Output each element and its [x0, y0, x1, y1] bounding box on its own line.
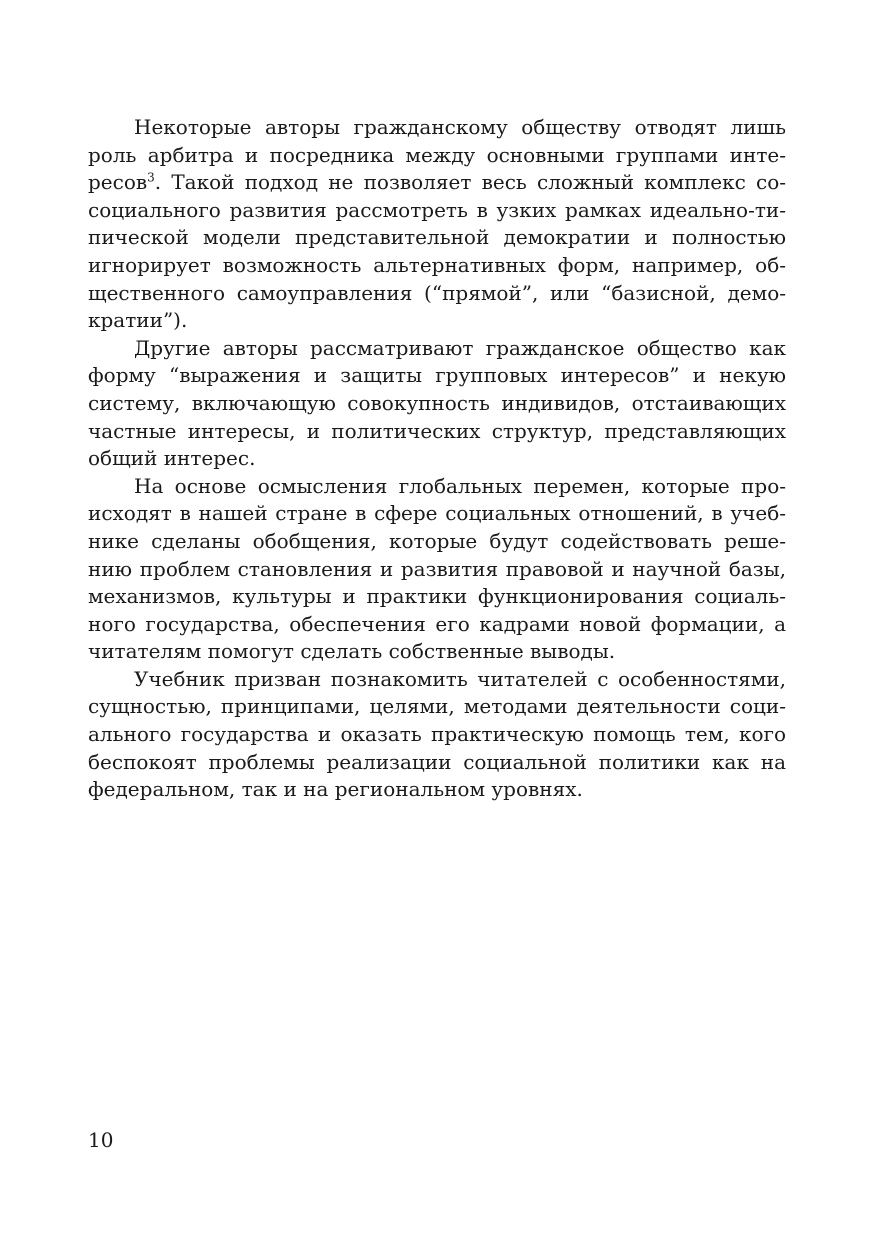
text-line: беспокоят проблемы реализации социальной политики как на	[88, 749, 786, 774]
paragraph-textbook-purpose	[88, 666, 786, 804]
text-line: исходят в нашей стране в сфере социальных отношений, в учеб-	[88, 501, 786, 526]
text-line: общий интерес.	[88, 446, 256, 471]
page-number: 10	[88, 1128, 114, 1152]
paragraph-global-changes	[88, 473, 786, 666]
text-line: нию проблем становления и развития правовой и научной базы,	[88, 556, 786, 581]
paragraph-group-interests	[88, 335, 786, 473]
text-line: социального развития рассмотреть в узких рамках идеально-ти-	[88, 197, 786, 222]
text-fragment: ресов	[88, 170, 148, 195]
text-line: механизмов, культуры и практики функционирования социаль-	[88, 584, 786, 609]
text-line: частные интересы, и политических структур, представляющих	[88, 418, 786, 443]
text-line: Другие авторы рассматривают гражданское общество как	[134, 335, 786, 360]
text-line: кратии”).	[88, 308, 188, 333]
text-line: читателям помогут сделать собственные выводы.	[88, 639, 616, 664]
text-line: сущностью, принципами, целями, методами деятельности соци-	[88, 694, 786, 719]
text-fragment: . Такой подход не позволяет весь сложный комплекс со-	[154, 170, 786, 195]
text-line: Учебник призван познакомить читателей с особенностями,	[134, 666, 786, 691]
text-line	[88, 169, 786, 197]
paragraph-civil-society-arbiter	[88, 114, 786, 335]
body-text	[88, 114, 786, 804]
text-line: ного государства, обеспечения его кадрами новой формации, а	[88, 611, 786, 636]
footnote-marker: 3	[147, 170, 155, 185]
text-line: ального государства и оказать практическую помощь тем, кого	[88, 722, 786, 747]
text-line: игнорирует возможность альтернативных форм, например, об-	[88, 252, 786, 277]
text-line: пической модели представительной демократии и полностью	[88, 225, 786, 250]
text-line: федеральном, так и на региональном уровнях.	[88, 777, 583, 802]
text-line: систему, включающую совокупность индивидов, отстаивающих	[88, 390, 786, 415]
text-line: Некоторые авторы гражданскому обществу отводят лишь	[134, 115, 786, 139]
text-line: нике сделаны обобщения, которые будут содействовать реше-	[88, 528, 786, 553]
text-line: форму “выражения и защиты групповых интересов” и некую	[88, 363, 786, 388]
text-line: На основе осмысления глобальных перемен, которые про-	[134, 473, 786, 498]
text-line: щественного самоуправления (“прямой”, или “базисной, демо-	[88, 280, 786, 305]
text-line: роль арбитра и посредника между основными группами инте-	[88, 142, 786, 167]
